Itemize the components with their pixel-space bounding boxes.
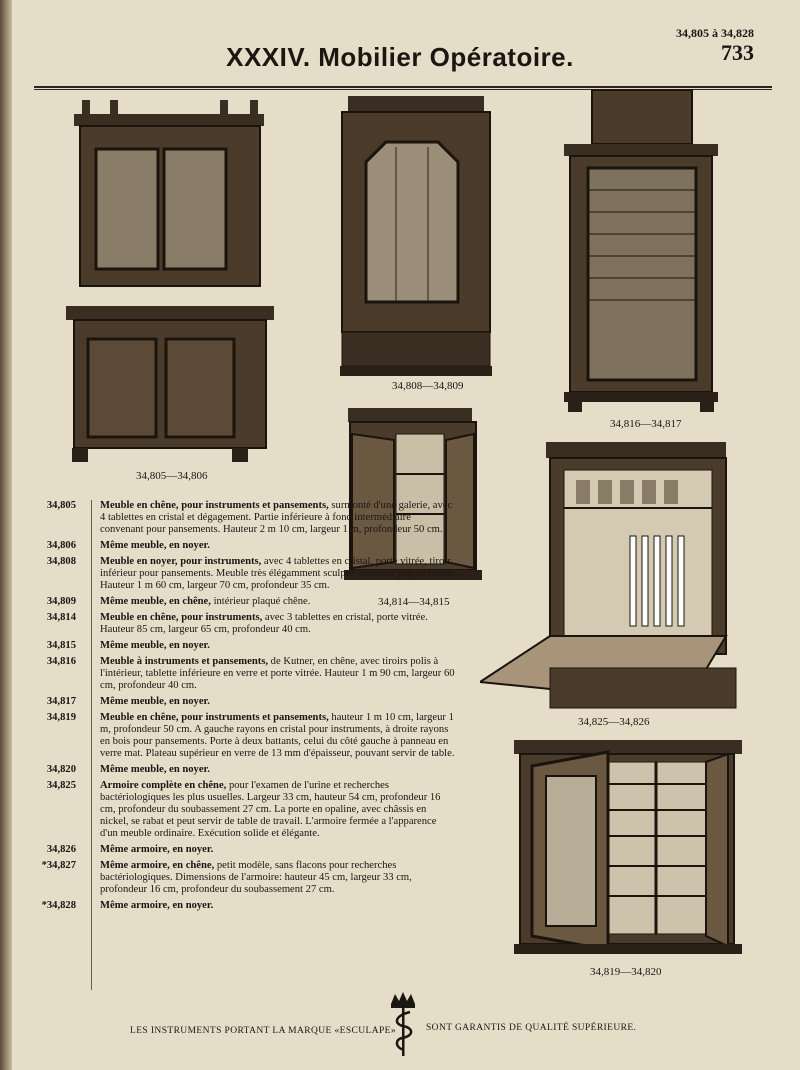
catalogue-entry [26,844,456,856]
catalogue-entry [26,640,456,652]
catalogue-entry [26,596,456,608]
entry-heading: Meuble en noyer, pour instruments, [100,556,262,567]
entry-heading: Même armoire, en chêne, [100,860,215,871]
entry-heading: Même meuble, en noyer. [100,764,210,775]
entry-body: intérieur plaqué chêne. [210,596,311,607]
entry-description [100,640,456,652]
catalogue-entries [26,500,456,916]
page-number: 733 [721,40,754,65]
entry-number: 34,825 [46,780,76,791]
entry-number: 34,816 [46,656,76,667]
entry-heading: Même armoire, en noyer. [100,844,214,855]
entry-number: 34,805 [46,500,76,511]
entry-description [100,656,456,692]
page-range: 34,805 à 34,828 [676,26,754,40]
entry-number: 34,826 [46,844,76,855]
catalogue-entry [26,900,456,912]
catalogue-entry [26,500,456,536]
laboratory-armoire-illustration [480,436,742,714]
entry-heading: Même armoire, en noyer. [100,900,214,911]
footer-trademark-text: LES INSTRUMENTS PORTANT LA MARQUE «ESCULAPE» [130,1026,397,1036]
entry-heading: Meuble à instruments et pansements, [100,656,269,667]
entry-description [100,596,456,608]
entry-body: de Kutner, en chêne, avec tiroirs polis à l'intérieur, tablette inférieure en verre et porte vitrée. Hauteur 1 m 90 cm, largeur 60 cm, profondeur 40 cm. [100,656,455,691]
entry-heading: Même meuble, en noyer. [100,696,210,707]
entry-number: *34,828 [41,900,76,911]
figure-caption: 34,819—34,820 [590,966,662,978]
figure-caption: 34,808—34,809 [392,380,464,392]
page-title: XXXIV. Mobilier Opératoire. [226,42,574,72]
catalogue-entry [26,696,456,708]
entry-description [100,844,456,856]
entry-description [100,540,456,552]
two-tier-cabinet-illustration [66,94,276,469]
entry-description [100,764,456,776]
open-shelf-cabinet-illustration [508,736,746,960]
entry-description [100,712,456,760]
entry-description [100,500,456,536]
entry-heading: Même meuble, en noyer. [100,640,210,651]
entry-heading: Armoire complète en chêne, [100,780,227,791]
entry-number: 34,806 [46,540,76,551]
catalogue-entry [26,556,456,592]
figure-caption: 34,816—34,817 [610,418,682,430]
entry-heading: Meuble en chêne, pour instruments et pansements, [100,712,329,723]
entry-heading: Même meuble, en chêne, [100,596,211,607]
catalogue-entry [26,656,456,692]
catalogue-entry [26,612,456,636]
entry-number: 34,815 [46,640,76,651]
entry-description [100,780,456,840]
entry-number: 34,819 [46,712,76,723]
catalogue-entry [26,712,456,760]
entry-description [100,900,456,912]
entry-body: avec 3 tablettes en cristal, porte vitrée. Hauteur 85 cm, largeur 65 cm, profondeur 40 cm. [100,612,428,635]
entry-body: avec 4 tablettes en cristal, porte vitrée, tiroir inférieur pour pansements. Meuble très élégamment sculpté, intérieur plaqué chêne. Hauteur 1 m 60 cm, largeur 70 cm, profondeur 35 cm. [100,556,456,591]
drawer-cabinet-illustration [560,86,722,416]
catalogue-entry [26,764,456,776]
entry-heading: Même meuble, en noyer. [100,540,210,551]
entry-description [100,696,456,708]
figure-caption: 34,814—34,815 [378,596,450,608]
entry-number: 34,817 [46,696,76,707]
esculape-crowned-serpent-staff-icon [386,990,420,1063]
book-binding-edge [0,0,12,1070]
entry-number: 34,820 [46,764,76,775]
entry-body: pour l'examen de l'urine et recherches bactériologiques les plus usuelles. Largeur 33 cm, hauteur 54 cm, profondeur 16 cm, profondeur du soubassement 27 cm. La porte en opaline, avec châssis en nickel, se rabat et peut servir de table de travail. L'armoire fermée a l'apparence d'un meuble ordinaire. Exécution solide et élégante. [100,780,441,839]
entry-heading: Meuble en chêne, pour instruments, [100,612,263,623]
entry-description [100,556,456,592]
footer-guarantee-text: SONT GARANTIS DE QUALITÉ SUPÉRIEURE. [426,1023,637,1033]
entry-number: 34,814 [46,612,76,623]
catalogue-entry [26,540,456,552]
glazed-cabinet-illustration [338,92,498,382]
entry-description [100,860,456,896]
figure-caption: 34,825—34,826 [578,716,650,728]
entry-heading: Meuble en chêne, pour instruments et pansements, [100,500,329,511]
entry-number: *34,827 [41,860,76,871]
entry-body: surmonté d'une galerie, avec 4 tablettes en cristal et dégagement. Partie inférieure à fond intermédiaire convenant pour pansements. Hauteur 2 m 10 cm, largeur 1 m, profondeur 50 cm. [100,500,453,535]
catalogue-entry [26,860,456,896]
entry-body: hauteur 1 m 10 cm, largeur 1 m, profondeur 50 cm. A gauche rayons en cristal pour instruments, à droite rayons en bois pour pansements. Porte à deux battants, celui du côté gauche à panneau en verre mat. Plateau supérieur en verre de 13 mm d'épaisseur, pouvant servir de table. [100,712,455,759]
figure-caption: 34,805—34,806 [136,470,208,482]
entry-description [100,612,456,636]
entry-number: 34,808 [46,556,76,567]
entry-number: 34,809 [46,596,76,607]
entry-body: petit modèle, sans flacons pour recherches bactériologiques. Dimensions de l'armoire: hauteur 45 cm, largeur 33 cm, profondeur 16 cm, profondeur du soubassement 27 cm. [100,860,412,895]
catalogue-entry [26,780,456,840]
